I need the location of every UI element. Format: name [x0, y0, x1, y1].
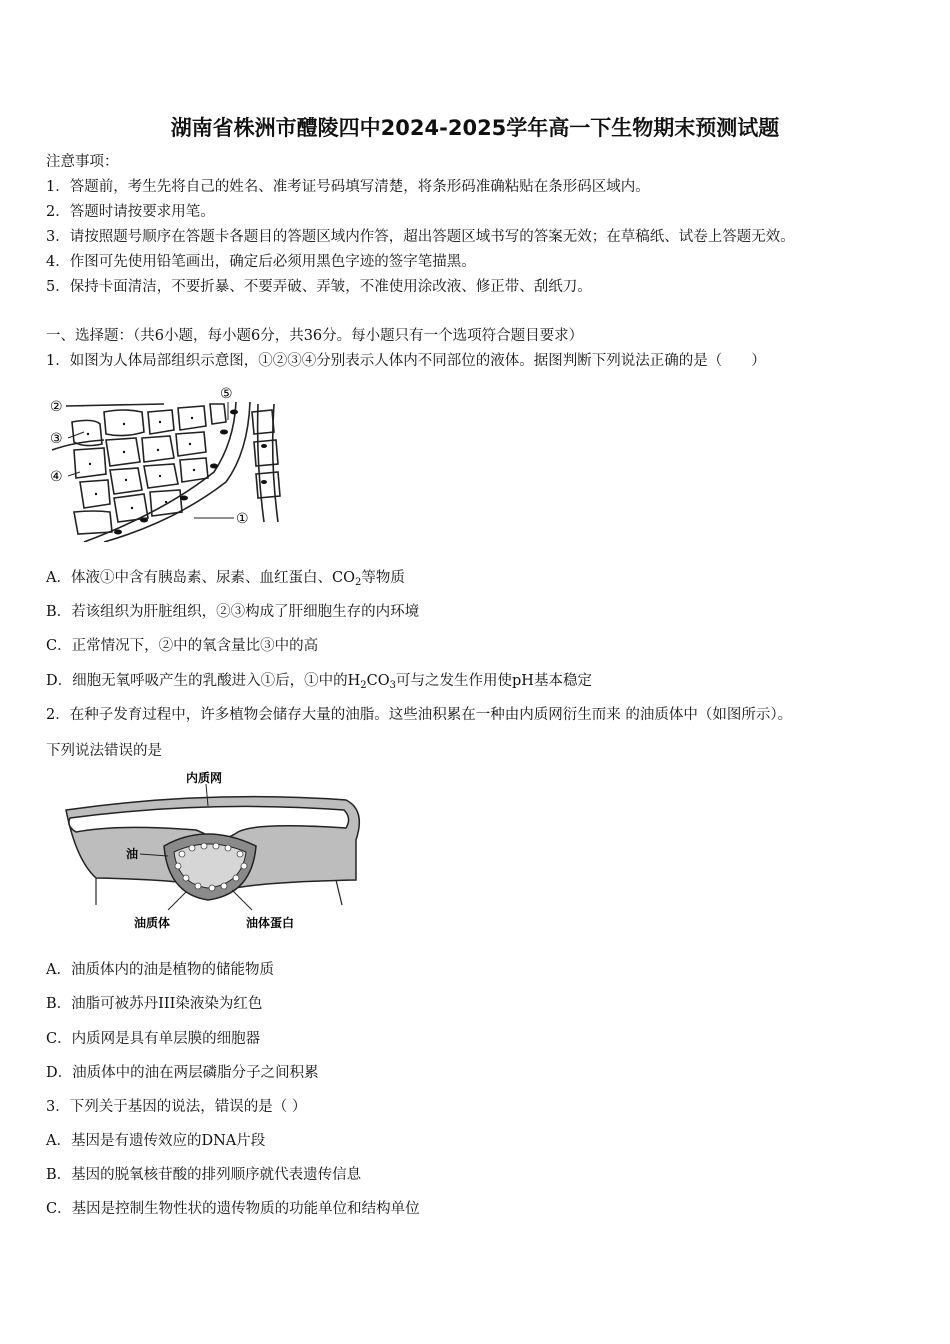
q1-option-d-end: 可与之发生作用使pH基本稳定: [396, 673, 592, 689]
q1-option-d-mid: CO: [366, 673, 390, 689]
q1-stem: 1．如图为人体局部组织示意图，①②③④分别表示人体内不同部位的液体。据图判断下列说法正确的是（ ）: [46, 353, 766, 369]
tissue-diagram: [44, 382, 284, 542]
notice-item: 4．作图可先使用铅笔画出，确定后必须用黑色字迹的签字笔描黑。: [46, 254, 476, 270]
notice-item: 2．答题时请按要求用笔。: [46, 204, 215, 220]
q3-option-b: B．基因的脱氧核苷酸的排列顺序就代表遗传信息: [46, 1167, 362, 1183]
notice-item: 5．保持卡面清洁，不要折暴、不要弄破、弄皱，不准使用涂改液、修正带、刮纸刀。: [46, 279, 592, 295]
q1-option-d: [46, 671, 592, 696]
q2-stem: 2．在种子发育过程中，许多植物会储存大量的油脂。这些油积累在一种由内质网衍生而来 的油质体中（如图所示）。: [46, 707, 793, 723]
fig-label-oil-body: 油质体: [134, 916, 171, 930]
q1-option-a-sub: 2: [354, 577, 362, 588]
q1-option-d-text: D．细胞无氧呼吸产生的乳酸进入①后，①中的H: [46, 673, 361, 689]
fig-label-oil-protein: 油体蛋白: [246, 916, 295, 930]
q3-option-a: A．基因是有遗传效应的DNA片段: [46, 1133, 266, 1149]
fig-label: ①: [236, 511, 249, 527]
section-heading: 一、选择题：（共6小题，每小题6分，共36分。每小题只有一个选项符合题目要求）: [46, 328, 584, 344]
q3-stem: 3．下列关于基因的说法，错误的是（ ）: [46, 1099, 307, 1115]
q2-option-b: B．油脂可被苏丹III染液染为红色: [46, 996, 263, 1012]
q1-option-a-text: 体液①中含有胰岛素、尿素、血红蛋白、CO: [70, 570, 355, 586]
q2-option-c: C．内质网是具有单层膜的细胞器: [46, 1031, 261, 1047]
notice-item: 1．答题前，考生先将自己的姓名、准考证号码填写清楚，将条形码准确粘贴在条形码区域内。: [46, 179, 650, 195]
q1-option-b: B．若该组织为肝脏组织，②③构成了肝细胞生存的内环境: [46, 604, 420, 620]
fig-label: ③: [50, 431, 63, 447]
q3-option-c: C．基因是控制生物性状的遗传物质的功能单位和结构单位: [46, 1201, 420, 1217]
q1-option-d-sub: 3: [389, 680, 397, 691]
q2-option-a: A．油质体内的油是植物的储能物质: [46, 962, 274, 978]
q1-option-a: [46, 568, 405, 593]
notice-item: 3．请按照题号顺序在答题卡各题目的答题区域内作答，超出答题区域书写的答案无效；在草稿纸、试卷上答题无效。: [46, 229, 795, 245]
fig-label: ④: [50, 469, 63, 485]
q1-option-a-text-end: 等物质: [361, 570, 405, 586]
q1-option-d-sub: 2: [360, 680, 367, 691]
q1-option-c: C．正常情况下，②中的氧含量比③中的高: [46, 638, 319, 654]
q2-option-d: D．油质体中的油在两层磷脂分子之间积累: [46, 1065, 319, 1081]
q2-stem-cont: 下列说法错误的是: [46, 743, 162, 759]
fig-label-oil: 油: [126, 847, 139, 861]
q1-option-a-label: A．: [46, 570, 71, 586]
fig-label: ⑤: [220, 386, 233, 402]
notice-heading: 注意事项：: [46, 154, 119, 170]
page-title: 湖南省株洲市醴陵四中2024-2025学年高一下生物期末预测试题: [170, 116, 780, 140]
oil-body-diagram: [56, 770, 376, 935]
fig-label-er: 内质网: [186, 771, 223, 785]
fig-label: ②: [50, 399, 63, 415]
